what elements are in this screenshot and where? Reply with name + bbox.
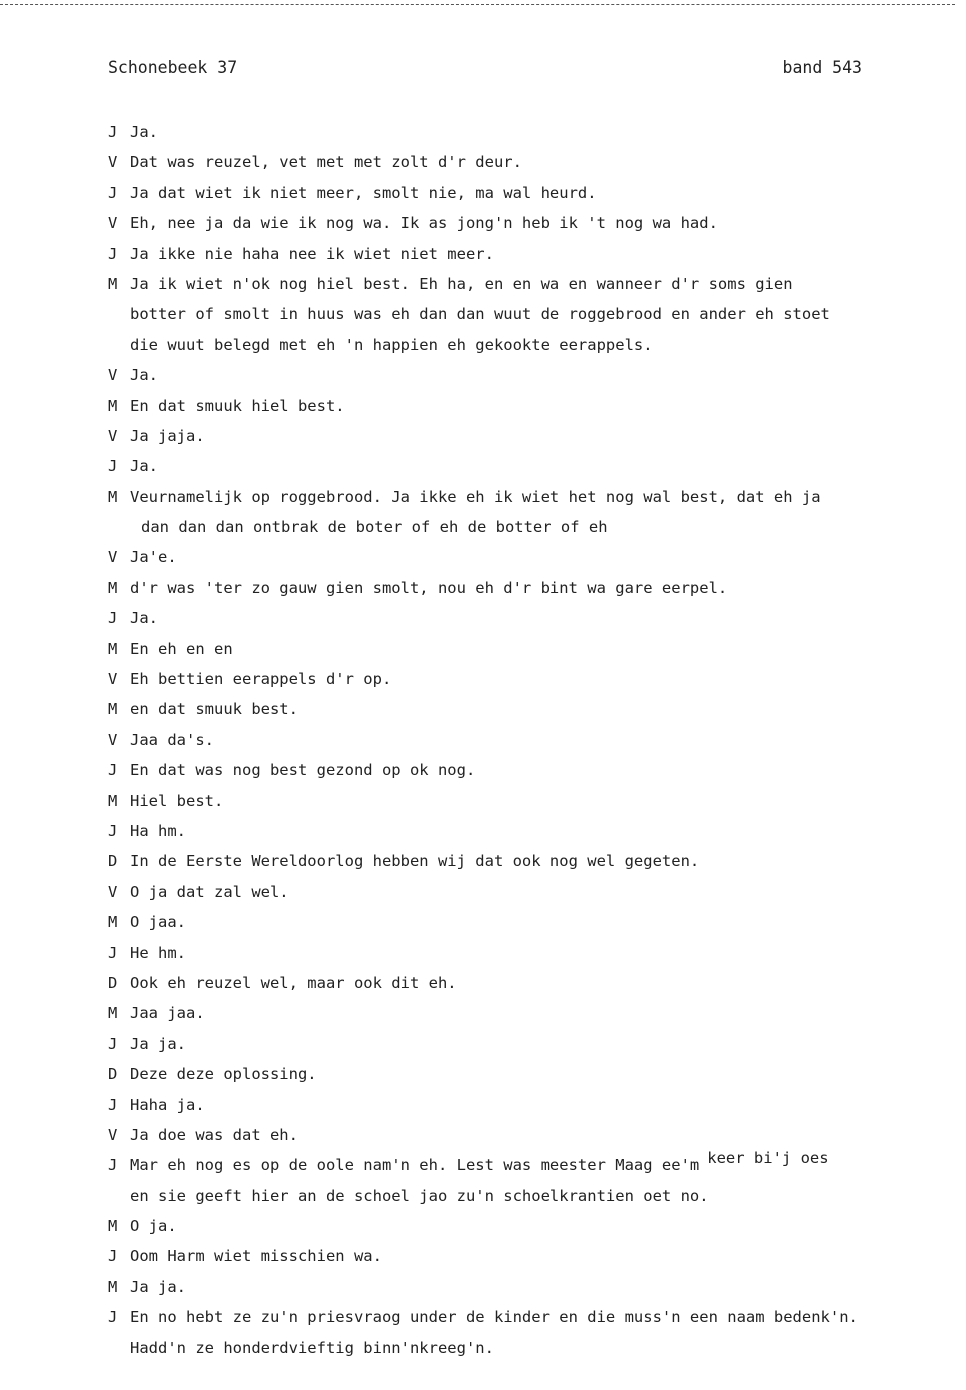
utterance-text: Eh bettien eerappels d'r op. (130, 670, 392, 689)
utterance-text: Jaa jaa. (130, 1004, 205, 1023)
speaker-label: J (108, 821, 118, 840)
utterance-text: Ha hm. (130, 821, 186, 840)
speaker-label: J (108, 943, 118, 962)
utterance-text: O ja dat zal wel. (130, 882, 289, 901)
transcript-line (108, 542, 958, 572)
speaker-label: M (108, 913, 118, 932)
speaker-label: M (108, 578, 118, 597)
speaker-label: D (108, 973, 118, 992)
speaker-label: M (108, 791, 118, 810)
transcript-line (108, 299, 958, 329)
utterance-text: Ja jaja. (130, 426, 205, 445)
transcript-line (108, 603, 958, 633)
transcript-line (108, 725, 958, 755)
utterance-text: botter of smolt in huus was eh dan dan wuut de roggebrood en ander eh stoet (130, 305, 830, 324)
transcript-line (108, 634, 958, 664)
utterance-text: He hm. (130, 943, 186, 962)
transcript-line (108, 178, 958, 208)
speaker-label: V (108, 548, 118, 567)
transcript-line (108, 816, 958, 846)
utterance-text: En eh en en (130, 639, 233, 658)
utterance-text: Dat was reuzel, vet met met zolt d'r deur. (130, 153, 522, 172)
speaker-label: J (108, 123, 118, 141)
utterance-text: Ja. (130, 609, 158, 628)
utterance-text: Mar eh nog es op de oole nam'n eh. Lest was meester Maag ee'm (130, 1156, 700, 1175)
speaker-label: V (108, 882, 118, 901)
transcript-line (108, 755, 958, 785)
transcript-line (108, 512, 958, 542)
utterance-text: En dat smuuk hiel best. (130, 396, 345, 415)
speaker-label: D (108, 1065, 118, 1084)
utterance-text: Ja. (130, 123, 158, 141)
transcript-line (108, 786, 958, 816)
utterance-text: En no hebt ze zu'n priesvraog under de kinder en die muss'n een naam bedenk'n. (130, 1308, 858, 1327)
transcript-line (108, 1090, 958, 1120)
transcript-line (108, 117, 958, 147)
transcript-line (108, 998, 958, 1028)
transcript-line (108, 421, 958, 451)
transcript-line (108, 664, 958, 694)
utterance-text: In de Eerste Wereldoorlog hebben wij dat ook nog wel gegeten. (130, 852, 700, 871)
transcript-line (108, 1211, 958, 1241)
speaker-label: J (108, 609, 118, 628)
utterance-text: en sie geeft hier an de schoel jao zu'n schoelkrantien oet no. (130, 1186, 709, 1205)
utterance-text: O jaa. (130, 913, 186, 932)
utterance-text: Eh, nee ja da wie ik nog wa. Ik as jong'n heb ik 't nog wa had. (130, 214, 718, 233)
raised-insertion-text: keer bi'j oes (707, 1149, 829, 1168)
speaker-label: V (108, 366, 118, 385)
utterance-text: Ook eh reuzel wel, maar ook dit eh. (130, 973, 457, 992)
speaker-label: J (108, 761, 118, 780)
speaker-label: M (108, 1277, 118, 1296)
transcript-line (108, 573, 958, 603)
transcript-line (108, 360, 958, 390)
top-edge-rule (0, 4, 955, 5)
transcript-line (108, 1120, 958, 1150)
transcript-line (108, 938, 958, 968)
speaker-label: M (108, 487, 118, 506)
speaker-label: J (108, 457, 118, 476)
transcript-line (108, 1241, 958, 1271)
speaker-label: V (108, 1125, 118, 1144)
speaker-label: V (108, 426, 118, 445)
utterance-text: Ja ja. (130, 1034, 186, 1053)
transcript-line (108, 147, 958, 177)
transcript-line (108, 846, 958, 876)
transcript-line (108, 1059, 958, 1089)
speaker-label: M (108, 700, 118, 719)
transcript-line (108, 208, 958, 238)
utterance-text: Ja. (130, 457, 158, 476)
transcript-line (108, 968, 958, 998)
speaker-label: M (108, 274, 118, 293)
transcript-line (108, 1272, 958, 1302)
transcript-line (108, 330, 958, 360)
speaker-label: J (108, 1308, 118, 1327)
utterance-text: O ja. (130, 1217, 177, 1236)
utterance-text: En dat was nog best gezond op ok nog. (130, 761, 476, 780)
transcript-line (108, 239, 958, 269)
utterance-text: Ja ikke nie haha nee ik wiet niet meer. (130, 244, 494, 263)
speaker-label: J (108, 1156, 118, 1175)
transcript-line (108, 1150, 958, 1180)
speaker-label: M (108, 1004, 118, 1023)
speaker-label: V (108, 214, 118, 233)
utterance-text: Oom Harm wiet misschien wa. (130, 1247, 382, 1266)
utterance-text: Jaa da's. (130, 730, 214, 749)
transcript-line (108, 1029, 958, 1059)
speaker-label: V (108, 670, 118, 689)
utterance-text: Haha ja. (130, 1095, 205, 1114)
utterance-text: Hiel best. (130, 791, 224, 810)
utterance-text: Ja'e. (130, 548, 177, 567)
utterance-text: dan dan dan ontbrak de boter of eh de botter of eh (141, 518, 608, 537)
speaker-label: J (108, 183, 118, 202)
utterance-text: Ja ik wiet n'ok nog hiel best. Eh ha, en en wa en wanneer d'r soms gien (130, 274, 793, 293)
utterance-text: Ja. (130, 366, 158, 385)
transcript-line (108, 694, 958, 724)
transcript-line (108, 451, 958, 481)
speaker-label: V (108, 730, 118, 749)
speaker-label: J (108, 1095, 118, 1114)
speaker-label: J (108, 1247, 118, 1266)
transcript-line (108, 1333, 958, 1363)
transcript-line (108, 269, 958, 299)
utterance-text: Ja doe was dat eh. (130, 1125, 298, 1144)
utterance-text: d'r was 'ter zo gauw gien smolt, nou eh d'r bint wa gare eerpel. (130, 578, 728, 597)
utterance-text: Veurnamelijk op roggebrood. Ja ikke eh ik wiet het nog wal best, dat eh ja (130, 487, 821, 506)
transcript-line (108, 907, 958, 937)
utterance-text: Hadd'n ze honderdvieftig binn'nkreeg'n. (130, 1338, 494, 1357)
transcript-line (108, 1302, 958, 1332)
header-tape-number: band 543 (782, 58, 862, 77)
speaker-label: V (108, 153, 118, 172)
speaker-label: J (108, 244, 118, 263)
transcript-body (108, 117, 958, 1363)
page-header (108, 58, 868, 84)
header-title: Schonebeek 37 (108, 58, 238, 77)
speaker-label: M (108, 396, 118, 415)
speaker-label: M (108, 639, 118, 658)
utterance-text: Deze deze oplossing. (130, 1065, 317, 1084)
utterance-text: Ja ja. (130, 1277, 186, 1296)
utterance-text: en dat smuuk best. (130, 700, 298, 719)
speaker-label: D (108, 852, 118, 871)
transcript-line (108, 1181, 958, 1211)
speaker-label: J (108, 1034, 118, 1053)
speaker-label: M (108, 1217, 118, 1236)
transcript-line (108, 391, 958, 421)
utterance-text: die wuut belegd met eh 'n happien eh gekookte eerappels. (130, 335, 653, 354)
transcript-line (108, 877, 958, 907)
utterance-text: Ja dat wiet ik niet meer, smolt nie, ma wal heurd. (130, 183, 597, 202)
transcript-line (108, 482, 958, 512)
